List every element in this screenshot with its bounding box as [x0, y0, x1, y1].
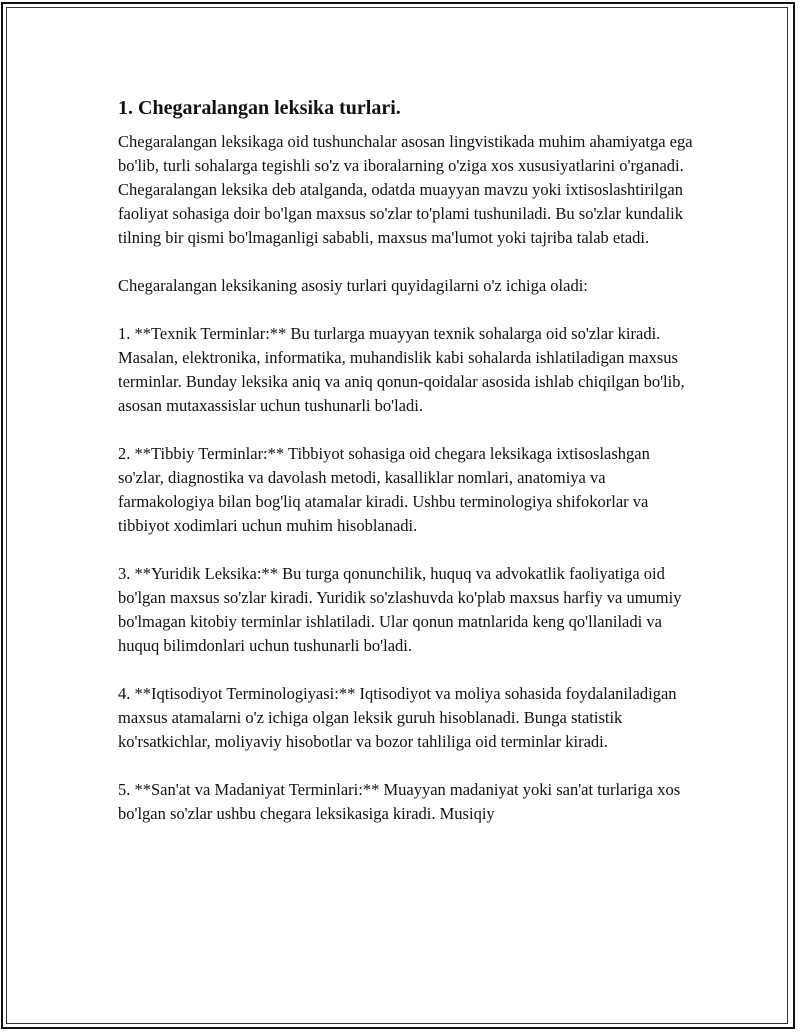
- paragraph-intro: Chegaralangan leksikaga oid tushunchalar asosan lingvistikada muhim ahamiyatga ega bo'lib, turli sohalarga tegishli so'z va iboralarning o'ziga xos xususiyatlarini o'rganadi. Chegaralangan leksika deb atalganda, odatda muayyan mavzu yoki ixtisoslashtirilgan faoliyat sohasiga doir bo'lgan maxsus so'zlar to'plami tushuniladi. Bu so'zlar kundalik tilning bir qismi bo'lmaganligi sababli, maxsus ma'lumot yoki tajriba talab etadi.: [118, 132, 693, 247]
- document-body: [118, 94, 698, 850]
- paragraph-legal-lexicon: 3. **Yuridik Leksika:** Bu turga qonunchilik, huquq va advokatlik faoliyatiga oid bo'lgan maxsus so'zlar kiradi. Yuridik so'zlashuvda ko'plab maxsus harfiy va umumiy bo'lmagan kitobiy terminlar ishlatiladi. Ular qonun matnlarida keng qo'llaniladi va huquq bilimdonlari uchun tushunarli bo'ladi.: [118, 564, 682, 655]
- paragraph-economic-terms: 4. **Iqtisodiyot Terminologiyasi:** Iqtisodiyot va moliya sohasida foydalaniladigan maxsus atamalarni o'z ichiga olgan leksik guruh hisoblanadi. Bunga statistik ko'rsatkichlar, moliyaviy hisobotlar va bozor tahliliga oid terminlar kiradi.: [118, 684, 677, 751]
- section-heading: 1. Chegaralangan leksika turlari.: [118, 97, 401, 119]
- paragraph-art-culture-terms: 5. **San'at va Madaniyat Terminlari:** Muayyan madaniyat yoki san'at turlariga xos bo'lgan so'zlar ushbu chegara leksikasiga kiradi. Musiqiy: [118, 780, 681, 823]
- paragraph-medical-terms: 2. **Tibbiy Terminlar:** Tibbiyot sohasiga oid chegara leksikaga ixtisoslashgan so'zlar, diagnostika va davolash metodi, kasalliklar nomlari, anatomiya va farmakologiya bilan bog'liq atamalar kiradi. Ushbu terminologiya shifokorlar va tibbiyot xodimlari uchun muhim hisoblanadi.: [118, 444, 650, 535]
- paragraph-technical-terms: 1. **Texnik Terminlar:** Bu turlarga muayyan texnik sohalarga oid so'zlar kiradi. Masalan, elektronika, informatika, muhandislik kabi sohalarda ishlatiladigan maxsus terminlar. Bunday leksika aniq va aniq qonun-qoidalar asosida ishlab chiqilgan bo'lib, asosan mutaxassislar uchun tushunarli bo'ladi.: [118, 324, 685, 415]
- paragraph-types-intro: Chegaralangan leksikaning asosiy turlari quyidagilarni o'z ichiga oladi:: [118, 276, 588, 295]
